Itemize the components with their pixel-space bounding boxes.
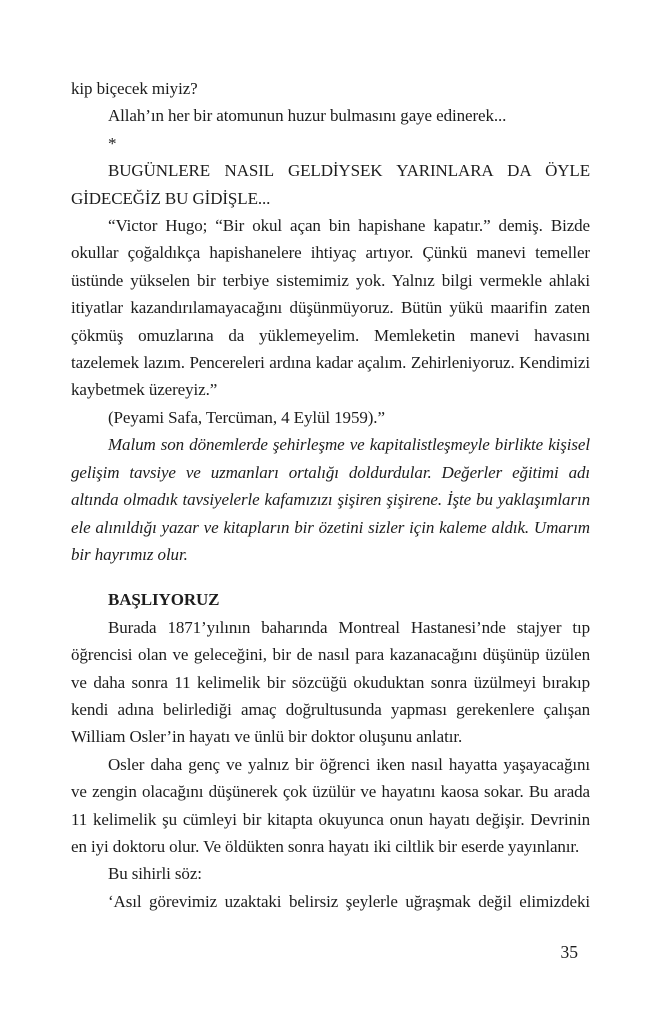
paragraph: BUGÜNLERE NASIL GELDİYSEK YARINLARA DA ÖYLE GİDECEĞİZ BU GİDİŞLE... [71, 161, 590, 208]
page-number: 35 [560, 942, 578, 962]
paragraph: Malum son dönemlerde şehirleşme ve kapitalistleşmeyle birlikte kişisel gelişim tavsiye ve uzmanları ortalığı doldurdular. Değerler eğitimi adı altında olmadık tavsiyelerle kafamızızı şişiren şişirene. İşte bu yaklaşımların ele alınıldığı yazar ve kitapların bir özetini sizler için kaleme aldık. Umarım bir hayrımız olur. [71, 435, 590, 564]
paragraph: (Peyami Safa, Tercüman, 4 Eylül 1959).” [108, 407, 385, 427]
page-text [71, 75, 590, 915]
paragraph: ‘Asıl görevimiz uzaktaki belirsiz şeylerle uğraşmak değil elimizdeki [108, 891, 590, 911]
paragraph: Bu sihirli söz: [108, 864, 202, 884]
paragraph: Burada 1871’yılının baharında Montreal Hastanesi’nde stajyer tıp öğrencisi olan ve geleceğini, bir de nasıl para kazanacağını düşünüp üzülen ve daha sonra 11 kelimelik bir sözcüğü okuduktan sonra üzülmeyi bırakıp kendi adına belirlediği amaç doğrultusunda yapması gerekenlere çalışan William Osler’in hayatı ve ünlü bir doktor oluşunu anlatır. [71, 617, 590, 747]
paragraph: kip biçecek miyiz? [71, 79, 198, 98]
paragraph: Allah’ın her bir atomunun huzur bulmasını gaye edinerek... [108, 106, 507, 126]
section-heading: BAŞLIYORUZ [108, 590, 220, 610]
paragraph: * [108, 133, 117, 153]
paragraph: Osler daha genç ve yalnız bir öğrenci iken nasıl hayatta yaşayacağını ve zengin olacağını düşünerek çok üzülür ve hayatını kaosa sokar. Bu arada 11 kelimelik şu cümleyi bir kitapta okuyunca onun hayatı değişir. Devrinin en iyi doktoru olur. Ve öldükten sonra hayatı iki ciltlik bir eserde yayınlanır. [71, 754, 590, 856]
paragraph: “Victor Hugo; “Bir okul açan bin hapishane kapatır.” demiş. Bizde okullar çoğaldıkça hapishanelere ihtiyaç artıyor. Çünkü manevi temeller üstünde yükselen bir terbiye sistemimiz yok. Yalnız bilgi vermekle ahlaki itiyatlar kazandırılamayacağını düşünmüyoruz. Bütün yükü maarifin zaten çökmüş omuzlarına da yüklemeyelim. Memleketin manevi havasını tazelemek lazım. Pencereleri ardına kadar açalım. Zehirleniyoruz. Kendimizi kaybetmek üzereyiz.” [71, 216, 590, 400]
